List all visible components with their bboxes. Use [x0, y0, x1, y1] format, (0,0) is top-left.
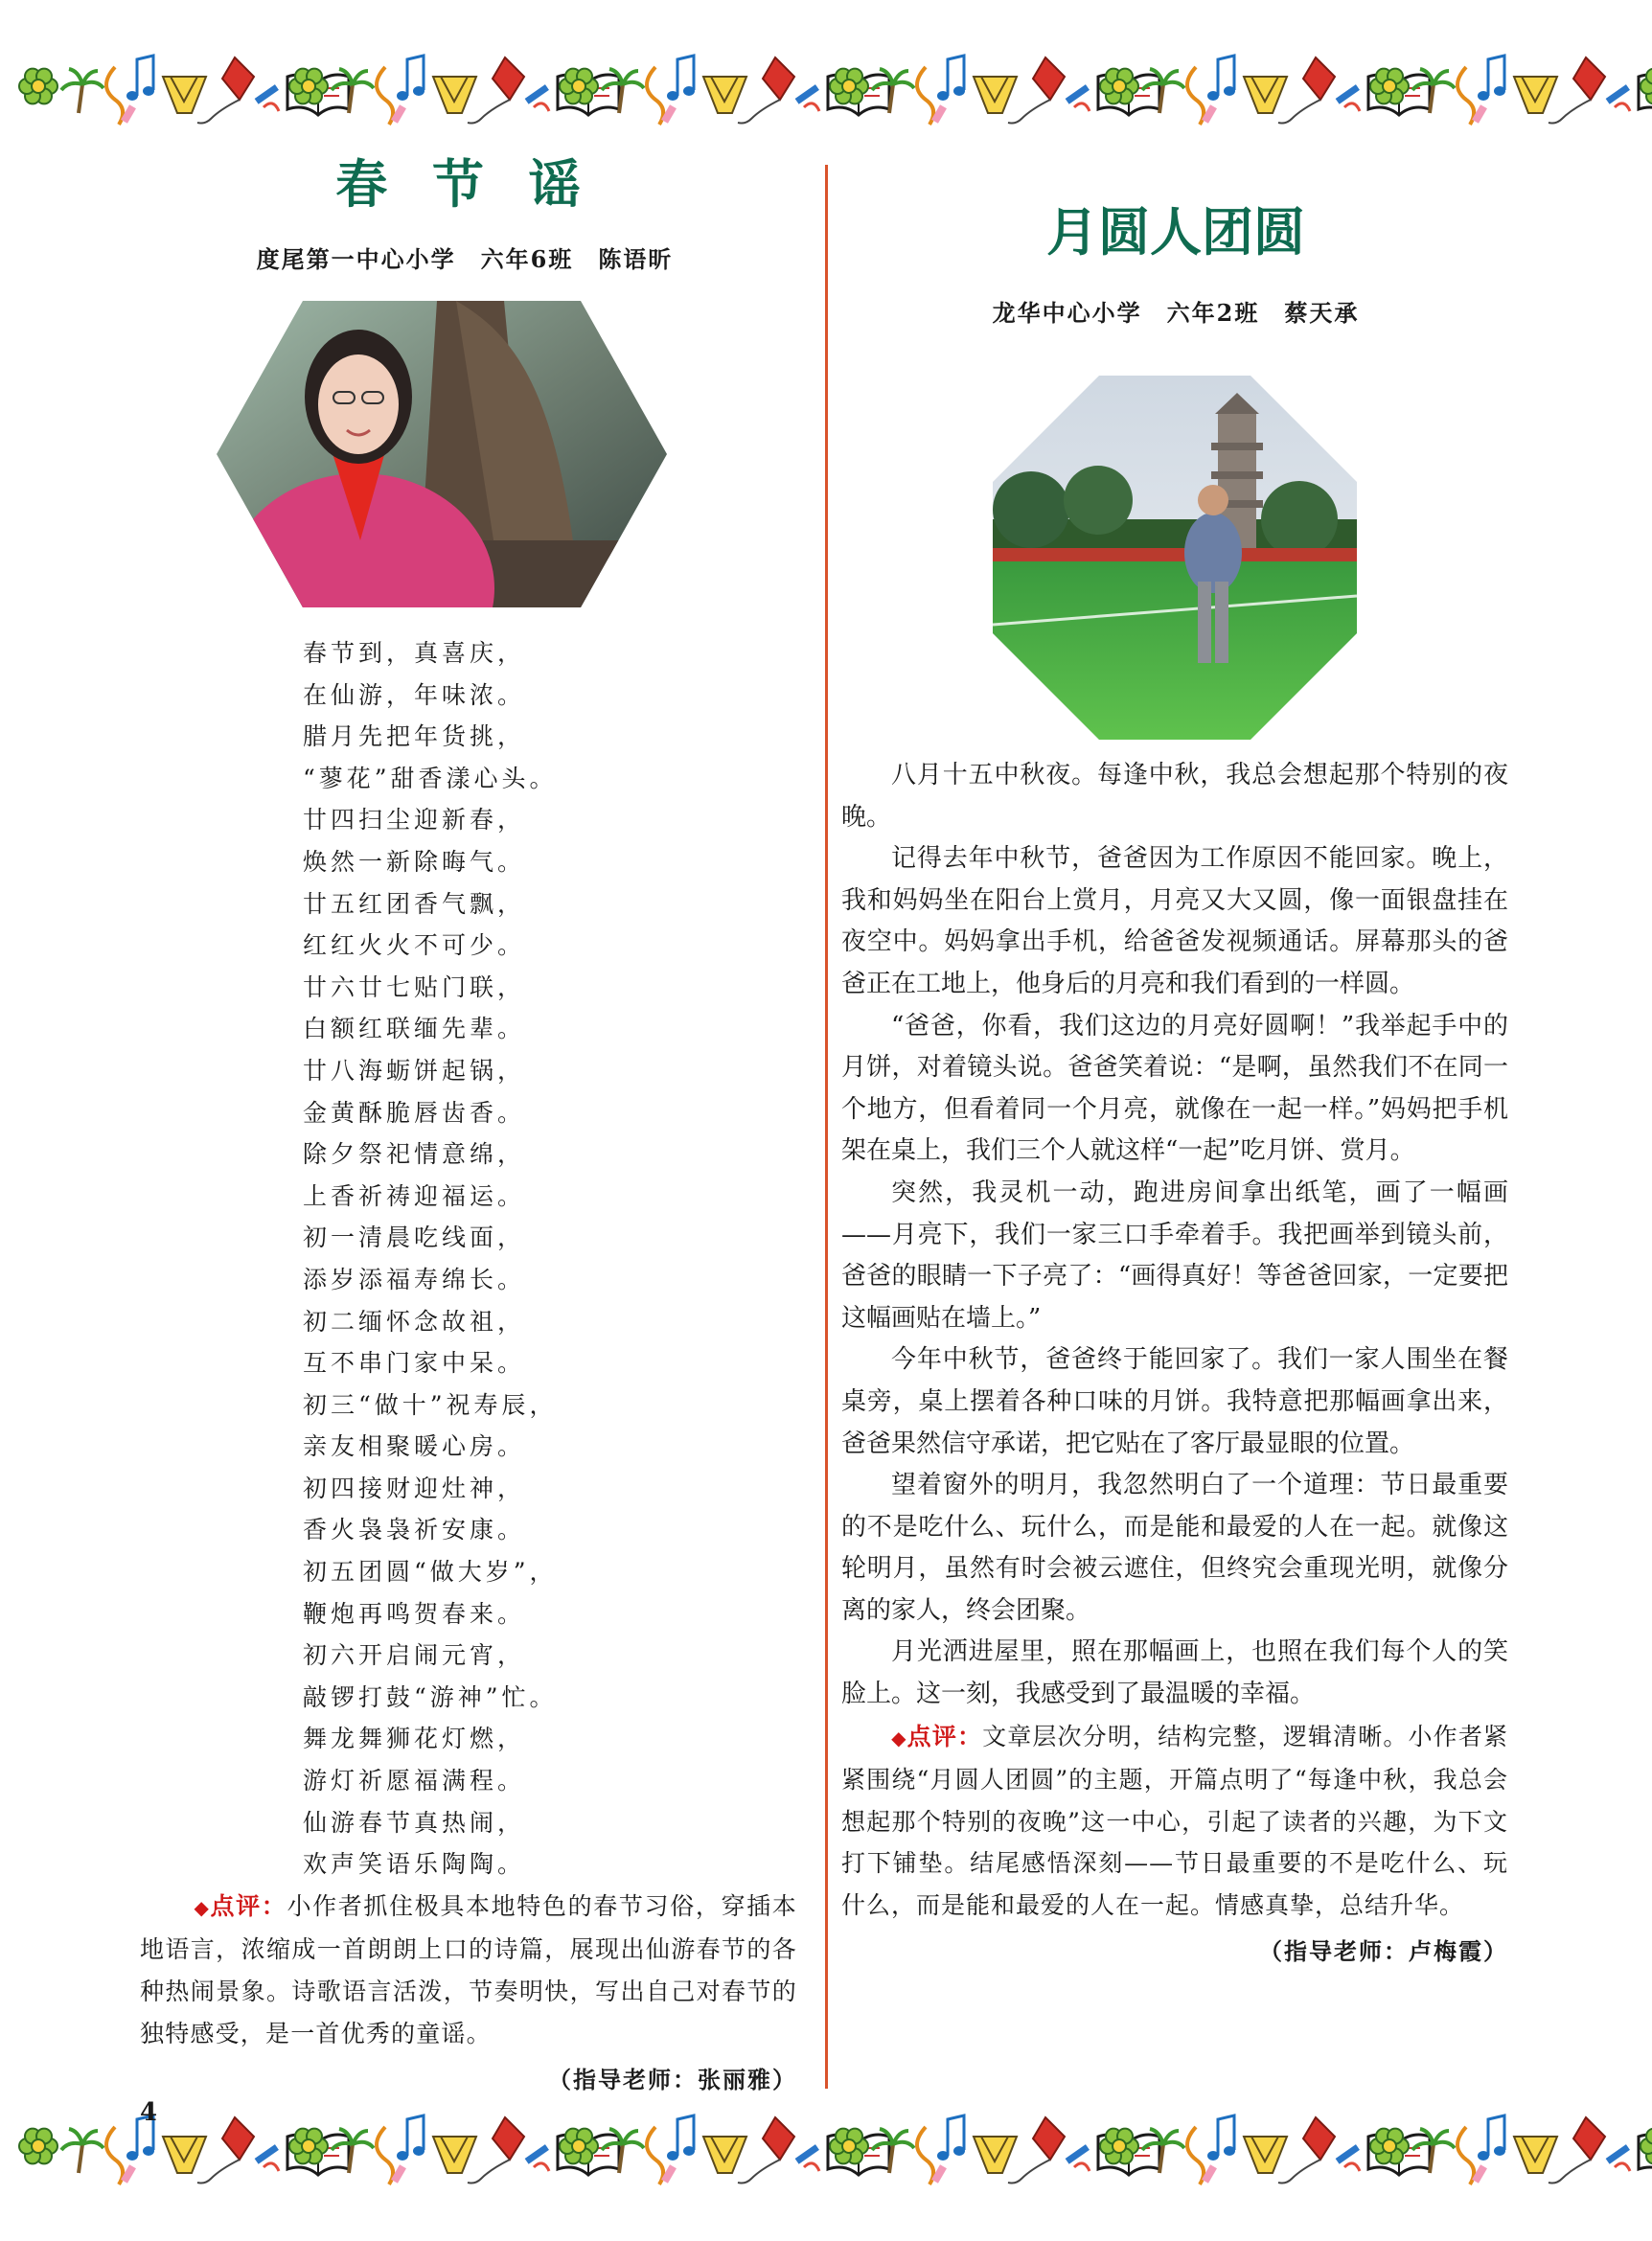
- poem-line: 春节到，真喜庆，: [303, 639, 526, 667]
- prose-body: [841, 755, 1508, 1972]
- right-author-photo: [993, 376, 1357, 740]
- poem-line: 上香祈祷迎福运。: [303, 1181, 526, 1210]
- left-article-author: 度尾第一中心小学 六年6班 陈语昕: [256, 245, 674, 273]
- poem-line: 焕然一新除晦气。: [303, 847, 526, 876]
- poem-line: 初四接财迎灶神，: [303, 1474, 526, 1502]
- poem-line: 廿六廿七贴门联，: [303, 972, 526, 1001]
- poem-line: 廿四扫尘迎新春，: [303, 806, 526, 835]
- paragraph: 突然，我灵机一动，跑进房间拿出纸笔，画了一幅画——月亮下，我们一家三口手牵着手。我把画举到镜头前，爸爸的眼睛一下子亮了：“画得真好！等爸爸回家，一定要把这幅画贴在墙上。”: [841, 1178, 1508, 1333]
- poem-line: 在仙游，年味浓。: [303, 680, 526, 709]
- poem-line: “蓼花”甜香漾心头。: [303, 764, 558, 792]
- border-pattern: [0, 38, 1652, 134]
- comment-text: 小作者抓住极具本地特色的春节习俗，穿插本地语言，浓缩成一首朗朗上口的诗篇，展现出仙游春节的各种热闹景象。诗歌语言活泼，节奏明快，写出自己对春节的独特感受，是一首优秀的童谣。: [140, 1892, 797, 2047]
- decorative-border-top: [0, 38, 1652, 134]
- paragraph: 望着窗外的明月，我忽然明白了一个道理：节日最重要的不是吃什么、玩什么，而是能和最爱的人在一起。就像这轮明月，虽然有时会被云遮住，但终究会重现光明，就像分离的家人，终会团聚。: [841, 1471, 1508, 1625]
- poem-line: 鞭炮再鸣贺春来。: [303, 1599, 526, 1628]
- paragraph: “爸爸，你看，我们这边的月亮好圆啊！”我举起手中的月饼，对着镜头说。爸爸笑着说：“是啊，虽然我们不在同一个地方，但看着同一个月亮，就像在一起一样。”妈妈把手机架在桌上，我们三个人就这样“一起”吃月饼、赏月。: [841, 1011, 1508, 1166]
- right-article: [834, 192, 1518, 328]
- border-pattern: [0, 2098, 1652, 2194]
- comment-text: 文章层次分明，结构完整，逻辑清晰。小作者紧紧围绕“月圆人团圆”的主题，开篇点明了“每逢中秋，我总会想起那个特别的夜晚”这一中心，引起了读者的兴趣，为下文打下铺垫。结尾感悟深刻——节日最重要的不是吃什么、玩什么，而是能和最爱的人在一起。情感真挚，总结升华。: [841, 1722, 1508, 1920]
- left-article: [134, 144, 795, 274]
- poem-line: 廿五红团香气飘，: [303, 889, 526, 918]
- poem-line: 游灯祈愿福满程。: [303, 1767, 526, 1795]
- left-author-photo: [217, 301, 667, 607]
- column-divider: [825, 165, 828, 2089]
- poem-line: 香火袅袅祈安康。: [303, 1516, 526, 1544]
- comment-label: 点评：: [210, 1892, 287, 1920]
- poem-line: 互不串门家中呆。: [303, 1349, 526, 1378]
- right-teacher: （指导老师：卢梅霞）: [1259, 1936, 1508, 1965]
- left-article-title: 春 节 谣: [335, 153, 594, 215]
- poem-line: 初一清晨吃线面，: [303, 1223, 526, 1252]
- poem-line: 初五团圆“做大岁”，: [303, 1558, 558, 1587]
- poem: [303, 632, 705, 1886]
- diamond-icon: ◆: [891, 1726, 907, 1749]
- paragraph: 今年中秋节，爸爸终于能回家了。我们一家人围坐在餐桌旁，桌上摆着各种口味的月饼。我特意把那幅画拿出来，爸爸果然信守承诺，把它贴在了客厅最显眼的位置。: [841, 1345, 1508, 1458]
- left-comment: [140, 1886, 797, 2094]
- poem-line: 除夕祭祀情意绵，: [303, 1140, 526, 1169]
- diamond-icon: ◆: [194, 1896, 211, 1919]
- comment-label: 点评：: [906, 1722, 983, 1750]
- decorative-border-bottom: [0, 2098, 1652, 2194]
- poem-line: 添岁添福寿绵长。: [303, 1265, 526, 1293]
- poem-line: 初六开启闹元宵，: [303, 1641, 526, 1670]
- left-teacher: （指导老师：张丽雅）: [548, 2066, 797, 2093]
- poem-line: 初二缅怀念故祖，: [303, 1307, 526, 1336]
- poem-line: 仙游春节真热闹，: [303, 1808, 526, 1837]
- poem-line: 白额红联缅先辈。: [303, 1015, 526, 1043]
- right-article-title: 月圆人团圆: [1046, 201, 1305, 263]
- paragraph: 月光洒进屋里，照在那幅画上，也照在我们每个人的笑脸上。这一刻，我感受到了最温暖的幸福。: [841, 1637, 1508, 1709]
- right-comment: [841, 1716, 1508, 1927]
- poem-line: 舞龙舞狮花灯燃，: [303, 1725, 526, 1753]
- right-article-author: 龙华中心小学 六年2班 蔡天承: [992, 299, 1360, 327]
- poem-line: 廿八海蛎饼起锅，: [303, 1056, 526, 1085]
- poem-line: 敲锣打鼓“游神”忙。: [303, 1682, 558, 1711]
- poem-line: 金黄酥脆唇齿香。: [303, 1098, 526, 1127]
- poem-line: 亲友相聚暖心房。: [303, 1432, 526, 1461]
- paragraph: 八月十五中秋夜。每逢中秋，我总会想起那个特别的夜晚。: [841, 761, 1508, 832]
- poem-line: 初三“做十”祝寿辰，: [303, 1390, 558, 1419]
- poem-line: 红红火火不可少。: [303, 931, 526, 960]
- poem-line: 腊月先把年货挑，: [303, 722, 526, 751]
- page-number: 4: [140, 2098, 158, 2127]
- poem-line: 欢声笑语乐陶陶。: [303, 1850, 526, 1879]
- paragraph: 记得去年中秋节，爸爸因为工作原因不能回家。晚上，我和妈妈坐在阳台上赏月，月亮又大又圆，像一面银盘挂在夜空中。妈妈拿出手机，给爸爸发视频通话。屏幕那头的爸爸正在工地上，他身后的月亮和我们看到的一样圆。: [841, 844, 1508, 998]
